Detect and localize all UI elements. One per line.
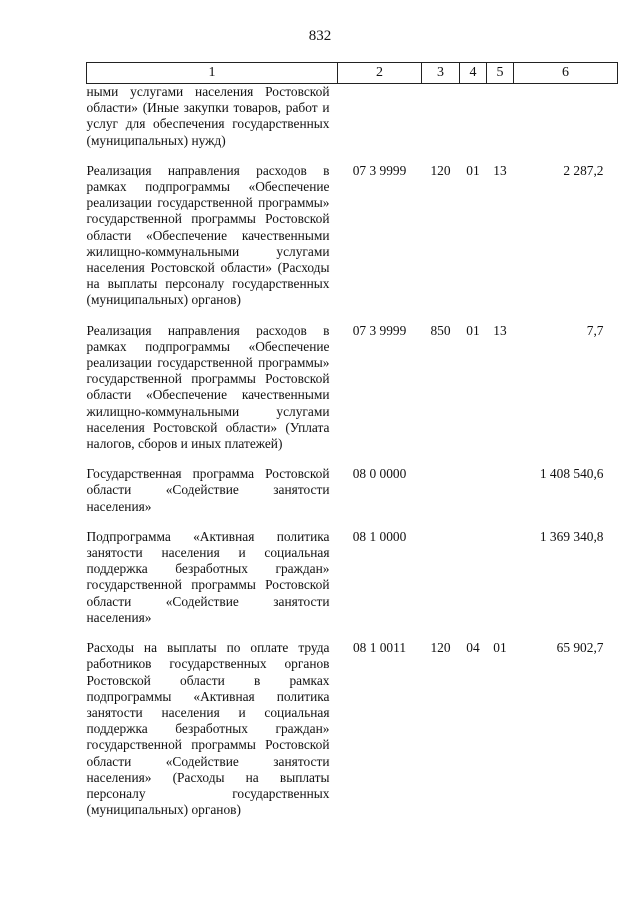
table-row [87, 84, 618, 163]
page-number: 832 [308, 28, 332, 44]
row-description: ными услугами населения Ростовской области» (Иные закупки товаров, работ и услуг для обеспечения государственных (муниципальных) нужд) [86, 84, 330, 148]
table-row [87, 163, 618, 323]
row-pr [487, 529, 514, 640]
row-code: 07 3 9999 [352, 322, 407, 338]
row-rz: 01 [466, 322, 480, 338]
row-vr [422, 529, 460, 640]
table-row [87, 640, 618, 832]
row-rz [460, 466, 487, 529]
row-code: 08 1 0000 [352, 528, 407, 544]
row-rz [460, 529, 487, 640]
row-pr: 01 [493, 640, 507, 656]
row-vr [422, 466, 460, 529]
table-row [87, 323, 618, 467]
row-vr: 120 [430, 640, 451, 656]
header-col-4: 4 [460, 63, 487, 84]
row-code: 08 0 0000 [352, 466, 407, 482]
table-row [87, 466, 618, 529]
header-row [87, 63, 618, 84]
header-col-5: 5 [487, 63, 514, 84]
row-vr: 850 [430, 322, 451, 338]
row-vr [422, 84, 460, 163]
row-vr: 120 [430, 162, 451, 178]
row-description: Реализация направления расходов в рамках подпрограммы «Обеспечение реализации государственной программы» государственной программы Ростовской области «Обеспечение качественными жилищно-коммунальными услугами населения Ростовской области» (Расходы на выплаты персоналу государственных (муниципальных) органов) [86, 162, 330, 308]
header-col-2: 2 [338, 63, 422, 84]
row-description: Расходы на выплаты по оплате труда работников государственных органов Ростовской области в рамках подпрограммы «Активная политика занятости населения и социальная поддержка безработных граждан» государственной программы Ростовской области «Содействие занятости населения» (Расходы на выплаты персоналу государственных (муниципальных) органов) [86, 640, 330, 818]
row-rz: 01 [466, 162, 480, 178]
row-sum: 65 902,7 [556, 640, 604, 656]
row-description: Подпрограмма «Активная политика занятости населения и социальная поддержка безработных граждан» государственной программы Ростовской области «Содействие занятости населения» [86, 528, 330, 625]
row-code: 08 1 0011 [352, 640, 407, 656]
row-rz [460, 84, 487, 163]
row-code: 07 3 9999 [352, 162, 407, 178]
row-sum: 2 287,2 [563, 162, 604, 178]
row-pr [487, 466, 514, 529]
row-pr: 13 [493, 322, 507, 338]
row-description: Государственная программа Ростовской области «Содействие занятости населения» [86, 466, 330, 514]
row-sum: 7,7 [586, 322, 604, 338]
row-sum: 1 408 540,6 [539, 466, 604, 482]
row-description: Реализация направления расходов в рамках подпрограммы «Обеспечение реализации государственной программы» государственной программы Ростовской области «Обеспечение качественными жилищно-коммунальными услугами населения Ростовской области» (Уплата налогов, сборов и иных платежей) [86, 322, 330, 452]
header-col-6: 6 [514, 63, 618, 84]
budget-table [86, 62, 618, 832]
row-rz: 04 [466, 640, 480, 656]
header-col-3: 3 [422, 63, 460, 84]
row-sum [514, 84, 618, 163]
row-code [338, 84, 422, 163]
row-pr [487, 84, 514, 163]
row-pr: 13 [493, 162, 507, 178]
table-row [87, 529, 618, 640]
header-col-1: 1 [87, 63, 338, 84]
row-sum: 1 369 340,8 [539, 528, 604, 544]
